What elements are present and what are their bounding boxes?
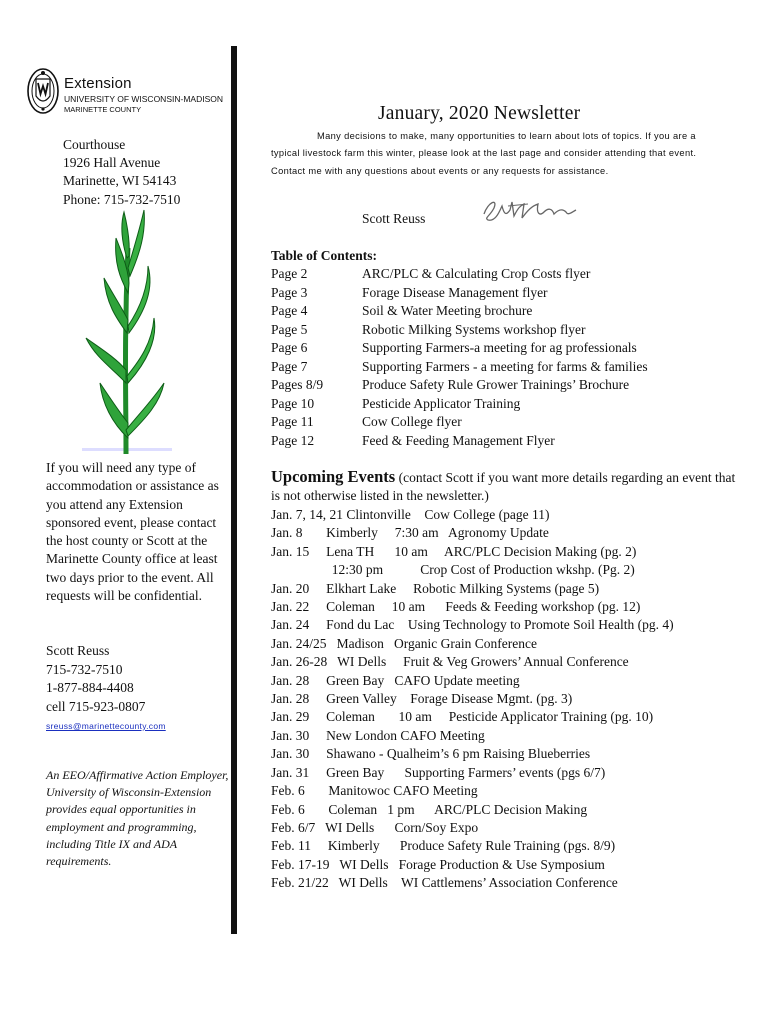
event-item: Feb. 6 Manitowoc CAFO Meeting [271,783,478,799]
toc-title: Cow College flyer [362,414,462,430]
toc-item [271,376,648,395]
toc-page: Pages 8/9 [271,377,324,393]
contact-phone: 715-732-7510 [46,661,123,677]
events-title: Upcoming Events [271,467,396,486]
toc-page: Page 7 [271,358,308,374]
toc-title: Soil & Water Meeting brochure [362,303,533,319]
toc-title: Supporting Farmers - a meeting for farms & families [362,358,648,374]
toc-title: ARC/PLC & Calculating Crop Costs flyer [362,266,591,281]
toc-heading: Table of Contents: [271,248,378,263]
event-item: Jan. 28 Green Valley Forage Disease Mgmt. (pg. 3) [271,691,573,707]
events-heading [271,468,741,506]
event-item: Jan. 20 Elkhart Lake Robotic Milking Systems (page 5) [271,580,600,596]
toc-page: Page 2 [271,266,308,281]
contact-cell: cell 715-923-0807 [46,698,146,714]
contact-name: Scott Reuss [46,643,110,658]
event-item: Feb. 11 Kimberly Produce Safety Rule Training (pgs. 8/9) [271,838,616,854]
toc-page: Page 4 [271,303,308,319]
toc-item [271,321,648,340]
address-line: 1926 Hall Avenue [63,155,161,171]
toc-page: Page 6 [271,340,308,356]
toc-page: Page 10 [271,395,315,411]
toc-item [271,265,648,284]
address-line: Courthouse [63,137,126,152]
toc-page: Page 3 [271,284,308,300]
toc-title: Robotic Milking Systems workshop flyer [362,321,586,337]
toc-item [271,284,648,303]
contact-phone-tollfree: 1-877-884-4408 [46,680,134,695]
events-list [271,506,674,893]
table-of-contents [271,265,648,450]
toc-title: Supporting Farmers-a meeting for ag professionals [362,340,637,356]
signer-name: Scott Reuss [362,211,426,226]
toc-title: Produce Safety Rule Grower Trainings’ Brochure [362,377,630,393]
event-item: Jan. 26-28 WI Dells Fruit & Veg Growers’ Annual Conference [271,654,629,670]
event-item: Feb. 21/22 WI Dells WI Cattlemens’ Association Conference [271,875,618,891]
logo-county: MARINETTE COUNTY [64,105,142,114]
events-note: (contact Scott if you want more details regarding an event that is not otherwise listed in the newsletter.) [271,470,736,504]
event-item: Jan. 31 Green Bay Supporting Farmers’ events (pgs 6/7) [271,764,606,780]
toc-page: Page 5 [271,321,308,337]
extension-logo [26,66,226,122]
event-item: Feb. 6 Coleman 1 pm ARC/PLC Decision Making [271,801,588,817]
toc-item [271,432,648,451]
uw-seal-icon [26,66,60,116]
contact-email-link[interactable]: sreuss@marinettecounty.com [46,721,166,731]
event-item: Jan. 22 Coleman 10 am Feeds & Feeding workshop (pg. 12) [271,599,641,615]
toc-item [271,302,648,321]
event-item: Jan. 15 Lena TH 10 am ARC/PLC Decision Making (pg. 2) [271,543,637,559]
address-line: Marinette, WI 54143 [63,173,177,189]
event-item: Feb. 6/7 WI Dells Corn/Soy Expo [271,819,479,835]
event-item: 12:30 pm Crop Cost of Production wkshp. (Pg. 2) [271,562,635,578]
toc-page: Page 11 [271,414,314,430]
accommodation-notice: If you will need any type of accommodation or assistance as you attend any Extension sponsored event, please contact the host county or Scott at the Marinette County office at least two days prior to the event. All requests will be confidential. [46,460,219,604]
newsletter-intro: Many decisions to make, many opportunities to learn about lots of topics. If you are a typical livestock farm this winter, please look at the last page and consider attending that event. Contact me with any questions about events or any requests for assistance. [271,131,697,176]
logo-university: UNIVERSITY OF WISCONSIN-MADISON [64,94,223,104]
toc-title: Forage Disease Management flyer [362,284,548,300]
event-item: Jan. 29 Coleman 10 am Pesticide Applicator Training (pg. 10) [271,709,654,725]
event-item: Feb. 17-19 WI Dells Forage Production & Use Symposium [271,856,605,872]
contact-block [46,642,166,736]
column-divider [231,46,237,934]
event-item: Jan. 8 Kimberly 7:30 am Agronomy Update [271,525,549,541]
toc-item [271,413,648,432]
toc-item [271,358,648,377]
newsletter-title: January, 2020 Newsletter [378,103,581,124]
toc-title: Pesticide Applicator Training [362,395,521,411]
event-item: Jan. 28 Green Bay CAFO Update meeting [271,672,520,688]
toc-item [271,339,648,358]
toc-page: Page 12 [271,432,315,448]
eeo-statement: An EEO/Affirmative Action Employer, University of Wisconsin-Extension provides equal opportunities in employment and programming, including Title IX and ADA requirements. [46,768,229,869]
event-item: Jan. 30 Shawano - Qualheim’s 6 pm Raising Blueberries [271,746,591,762]
event-item: Jan. 30 New London CAFO Meeting [271,727,485,743]
corn-plant-icon [82,208,172,456]
toc-title: Feed & Feeding Management Flyer [362,432,555,448]
signature [478,192,582,228]
logo-title: Extension [64,75,132,92]
office-address [63,136,180,209]
event-item: Jan. 24 Fond du Lac Using Technology to Promote Soil Health (pg. 4) [271,617,674,633]
address-phone: Phone: 715-732-7510 [63,191,181,207]
event-item: Jan. 7, 14, 21 Clintonville Cow College (page 11) [271,507,550,522]
event-item: Jan. 24/25 Madison Organic Grain Conference [271,635,537,651]
toc-item [271,395,648,414]
